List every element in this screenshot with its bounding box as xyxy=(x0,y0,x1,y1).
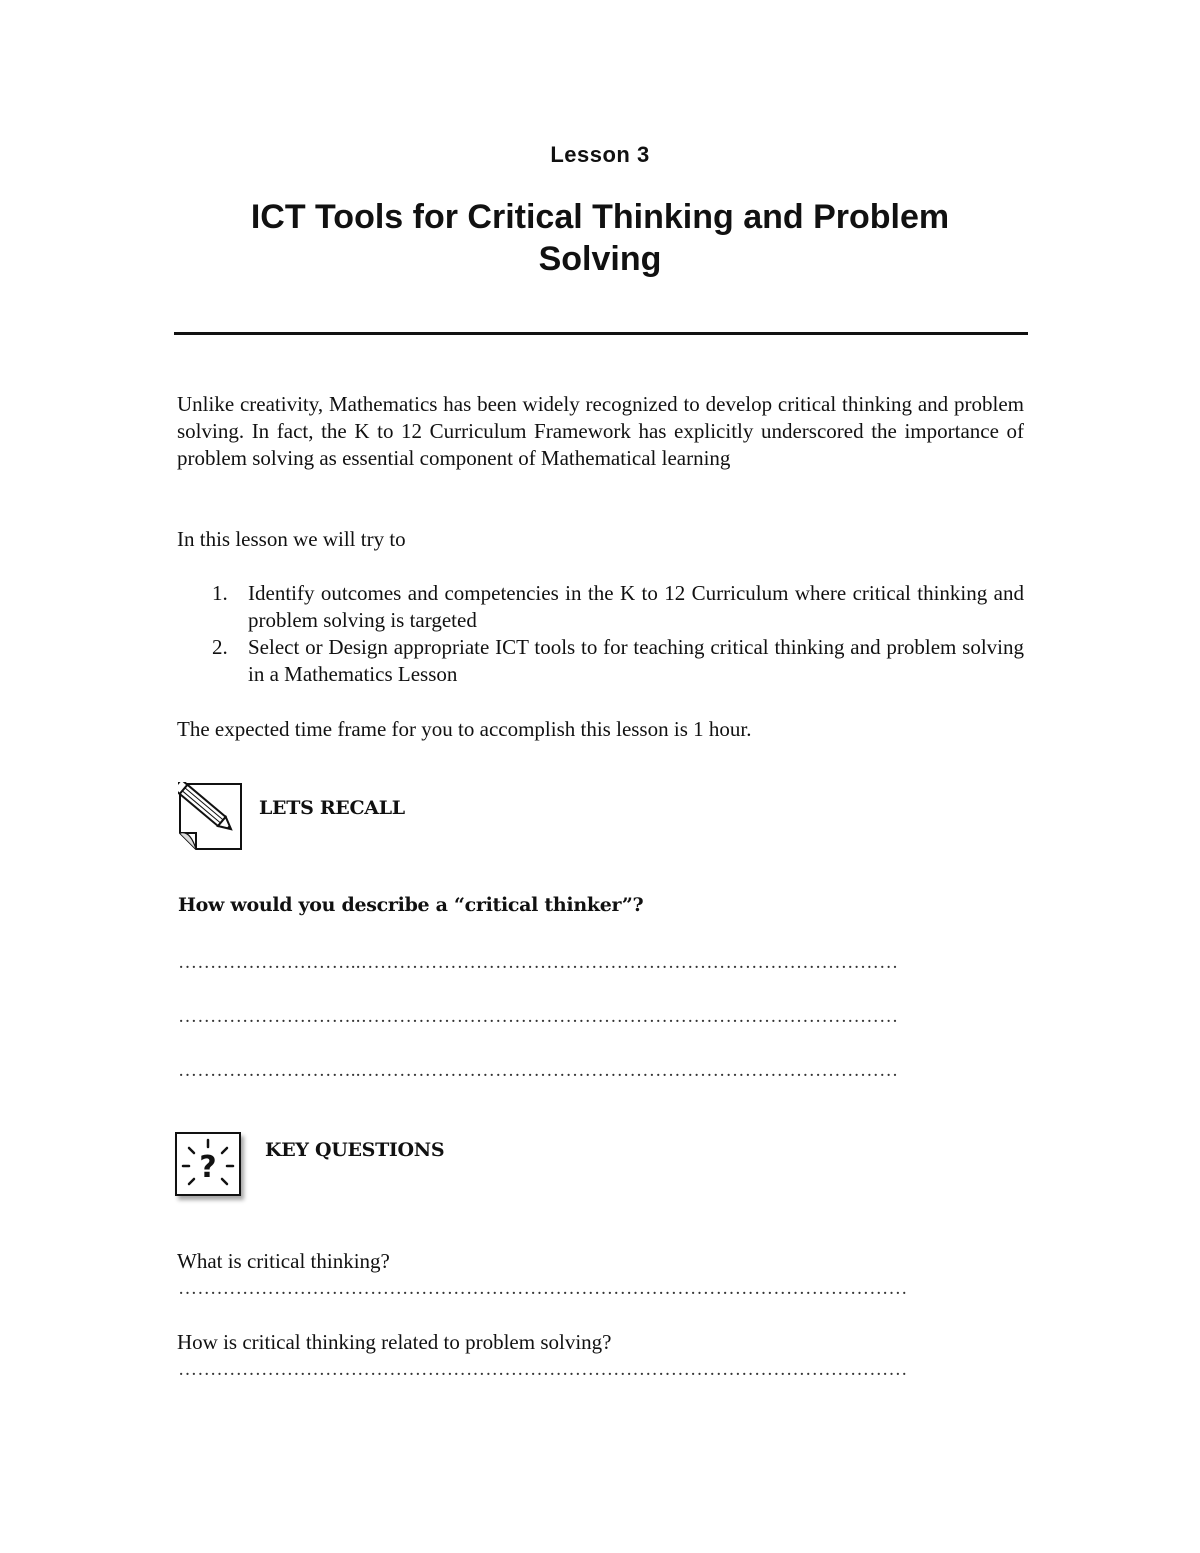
answer-line[interactable]: ………………………..………………………………………………………………………… xyxy=(178,1060,899,1081)
answer-line[interactable]: …………………………………………………………………………………………………… xyxy=(178,1359,908,1380)
lesson-label: Lesson 3 xyxy=(550,142,650,167)
lesson-title: ICT Tools for Critical Thinking and Problem Solving xyxy=(250,198,950,278)
svg-text:?: ? xyxy=(199,1150,217,1185)
objective-item xyxy=(177,580,1024,634)
objective-text: Identify outcomes and competencies in the K to 12 Curriculum where critical thinking and problem solving is targeted xyxy=(248,581,1024,632)
timeframe-note: The expected time frame for you to accomplish this lesson is 1 hour. xyxy=(177,717,752,741)
objectives-list xyxy=(177,580,1024,688)
recall-question: How would you describe a “critical thinker”? xyxy=(178,894,644,916)
question-mark-icon xyxy=(175,1132,241,1196)
pencil-paper-icon xyxy=(178,782,242,850)
title-divider xyxy=(174,332,1028,335)
answer-line[interactable]: …………………………………………………………………………………………………… xyxy=(178,1278,908,1299)
lets-recall-heading: LETS RECALL xyxy=(259,797,405,819)
key-question: How is critical thinking related to problem solving? xyxy=(177,1330,612,1354)
objective-text: Select or Design appropriate ICT tools to for teaching critical thinking and problem solving in a Mathematics Lesson xyxy=(248,635,1024,686)
objective-number: 1. xyxy=(212,581,228,605)
objective-item xyxy=(177,634,1024,688)
intro-paragraph: Unlike creativity, Mathematics has been widely recognized to develop critical thinking and problem solving. In fact, the K to 12 Curriculum Framework has explicitly underscored the importance of problem solving as essential component of Mathematical learning xyxy=(177,392,1024,470)
key-questions-heading: KEY QUESTIONS xyxy=(265,1139,445,1161)
objectives-lead: In this lesson we will try to xyxy=(177,527,406,551)
objective-number: 2. xyxy=(212,635,228,659)
answer-line[interactable]: ………………………..………………………………………………………………………… xyxy=(178,1006,899,1027)
key-question: What is critical thinking? xyxy=(177,1249,390,1273)
answer-line[interactable]: ………………………..………………………………………………………………………… xyxy=(178,952,899,973)
